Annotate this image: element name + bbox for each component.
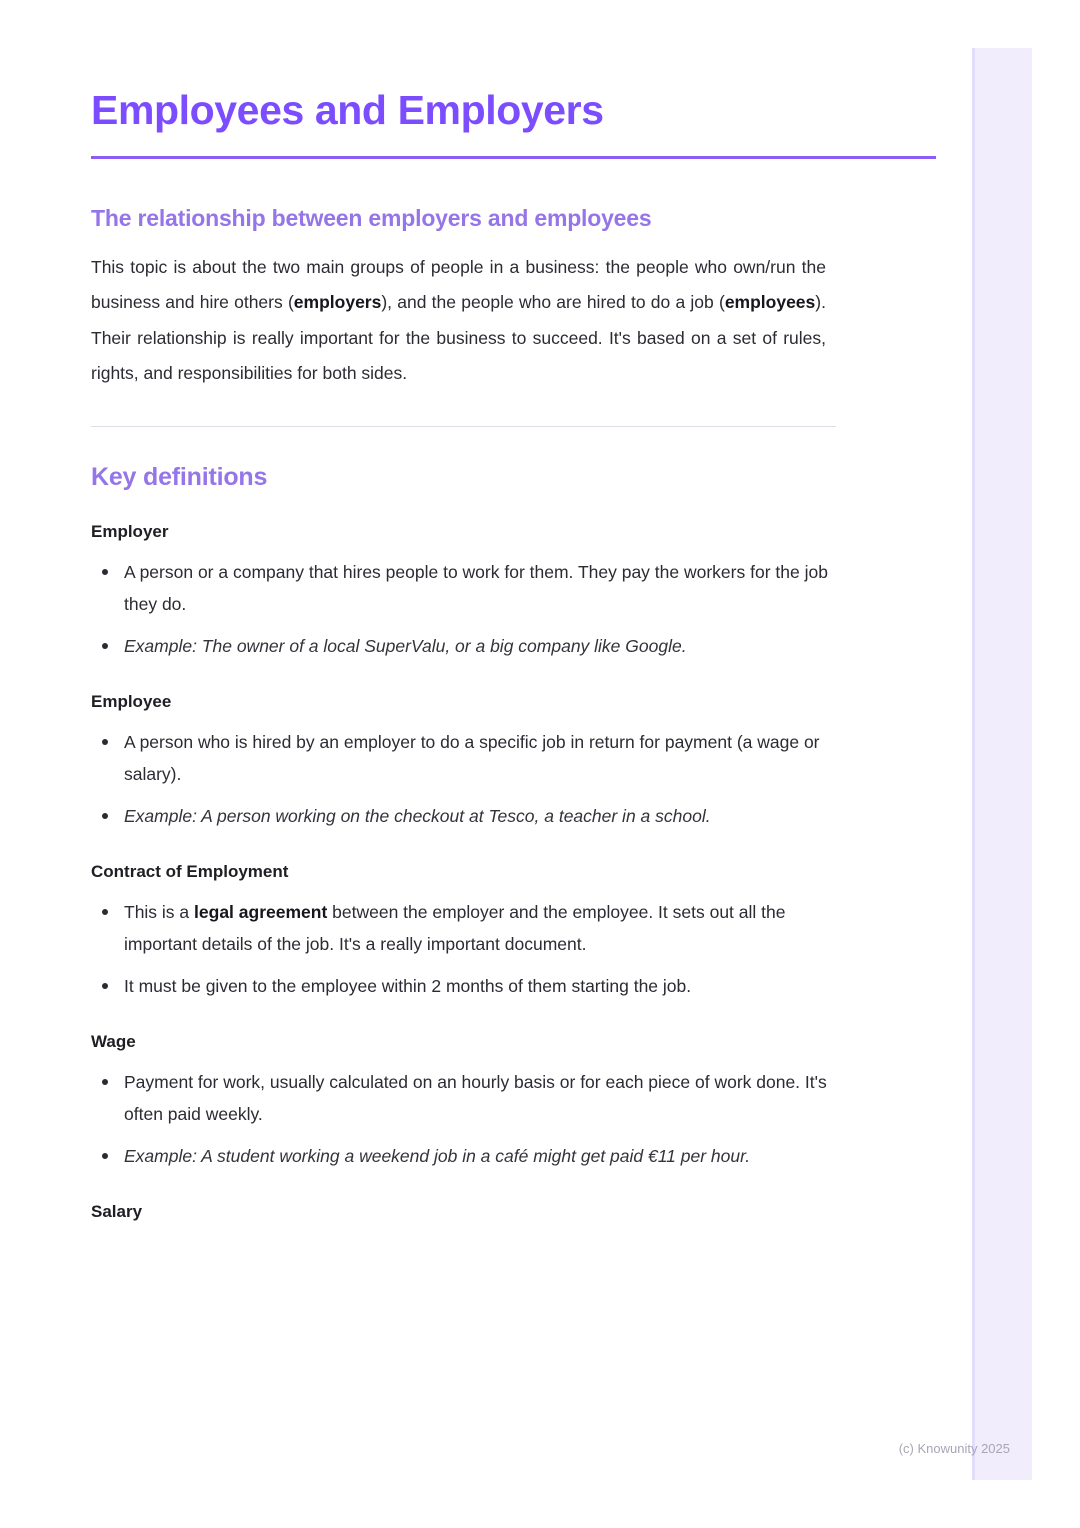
list-item xyxy=(91,726,836,790)
section-divider xyxy=(91,426,836,427)
list-item xyxy=(91,556,836,620)
text-run: ). Their relationship is really important for the business to succeed. It's based on a set of rules, rights, and responsibilities for both sides. xyxy=(91,292,826,384)
emphasis-text: legal agreement xyxy=(194,901,328,922)
page-title: Employees and Employers xyxy=(91,87,604,133)
section-heading-key-definitions: Key definitions xyxy=(91,462,268,491)
text-run: This is a xyxy=(124,901,195,922)
decorative-side-band-edge xyxy=(972,48,975,1480)
definition-term: Salary xyxy=(91,1201,143,1221)
list-item xyxy=(91,630,836,662)
definition-point-list xyxy=(91,896,836,1002)
text-run: ), and the people who are hired to do a job ( xyxy=(381,292,725,313)
definition-term: Wage xyxy=(91,1031,136,1051)
definition-term: Employer xyxy=(91,521,169,541)
emphasis-text: employers xyxy=(293,292,382,313)
list-item xyxy=(91,970,836,1002)
list-item xyxy=(91,1066,836,1130)
text-run: Example: A student working a weekend job in a café might get paid €11 per hour. xyxy=(124,1145,751,1166)
text-run: Example: A person working on the checkout at Tesco, a teacher in a school. xyxy=(124,805,711,826)
text-run: between the employer and the employee. It sets out all the important details of the job. It's a really important document. xyxy=(124,901,786,954)
definition-point-list xyxy=(91,556,836,662)
text-run: This topic is about the two main groups of people in a business: the people who own/run the business and hire others ( xyxy=(91,256,826,313)
text-run: Example: The owner of a local SuperValu, or a big company like Google. xyxy=(124,635,687,656)
title-divider xyxy=(91,156,936,159)
list-item xyxy=(91,800,836,832)
text-run: A person who is hired by an employer to do a specific job in return for payment (a wage or salary). xyxy=(124,731,820,784)
footer-copyright: (c) Knowunity 2025 xyxy=(898,1441,1010,1456)
list-item xyxy=(91,896,836,960)
key-definitions-list xyxy=(91,522,836,1222)
text-run: It must be given to the employee within 2 months of them starting the job. xyxy=(124,975,692,996)
definition-point-list xyxy=(91,726,836,832)
list-item xyxy=(91,1140,836,1172)
definition-term: Employee xyxy=(91,691,172,711)
intro-paragraph xyxy=(91,250,826,392)
definition-point-list xyxy=(91,1066,836,1172)
emphasis-text: employees xyxy=(724,292,816,313)
text-run: Payment for work, usually calculated on an hourly basis or for each piece of work done. It's often paid weekly. xyxy=(124,1071,827,1124)
decorative-side-band xyxy=(975,48,1032,1480)
text-run: A person or a company that hires people to work for them. They pay the workers for the job they do. xyxy=(124,561,828,614)
document-content xyxy=(91,88,836,1222)
definition-term: Contract of Employment xyxy=(91,861,289,881)
section-heading-relationship: The relationship between employers and employees xyxy=(91,204,652,231)
